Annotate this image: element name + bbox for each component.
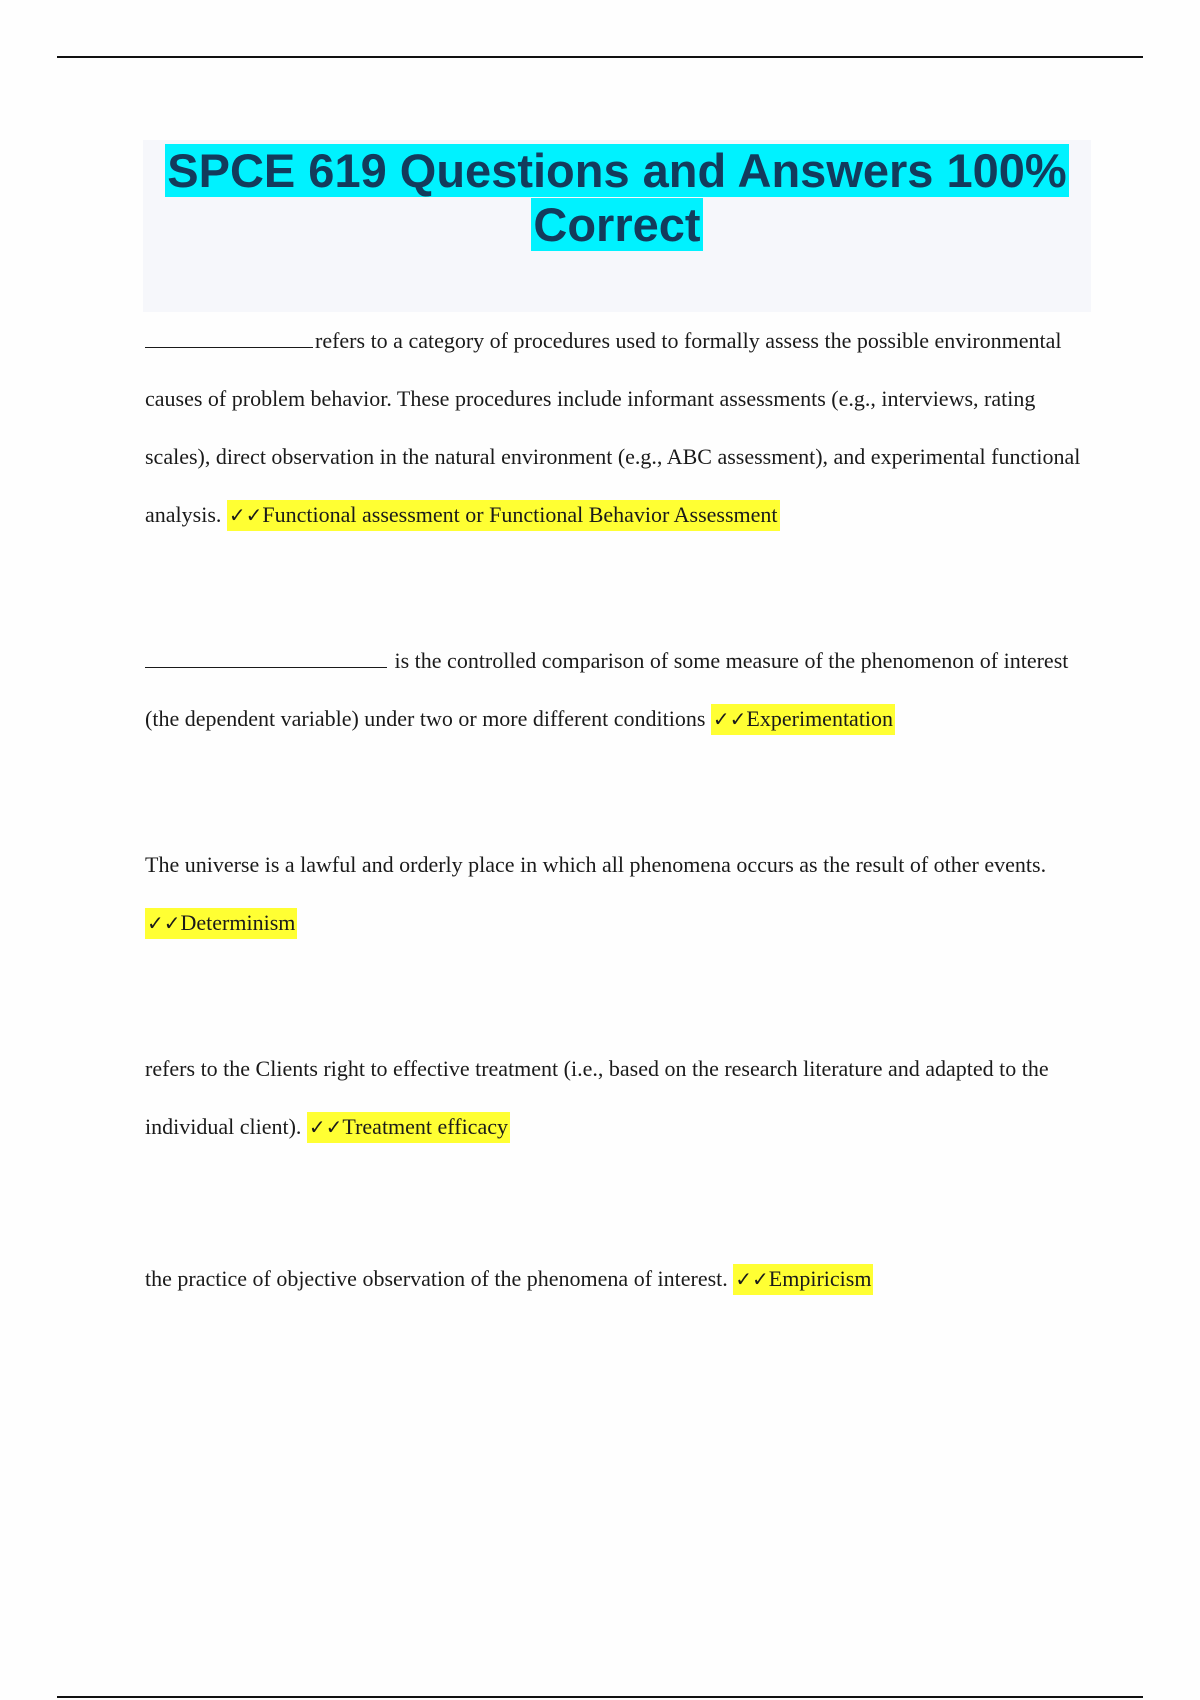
- question-text: refers to the Clients right to effective treatment (i.e., based on the research literature and adapted to the individual client).: [145, 1056, 1049, 1139]
- double-check-icon: ✓✓: [735, 1267, 769, 1291]
- fill-in-blank: [145, 645, 387, 668]
- qa-item: [145, 632, 1085, 748]
- double-check-icon: ✓✓: [308, 1115, 343, 1139]
- answer-text: Determinism: [180, 910, 296, 935]
- answer-highlight: [227, 500, 780, 531]
- answer-text: Experimentation: [746, 706, 894, 731]
- qa-item: [145, 1250, 1085, 1308]
- answer-highlight: [711, 704, 895, 735]
- document-title-text: SPCE 619 Questions and Answers 100% Correct: [167, 144, 1067, 251]
- title-block: [143, 140, 1091, 312]
- fill-in-blank: [145, 325, 313, 348]
- footer-rule: [57, 1696, 1143, 1698]
- header-rule: [57, 56, 1143, 58]
- answer-highlight: [307, 1112, 510, 1143]
- qa-item: [145, 1040, 1085, 1156]
- double-check-icon: ✓✓: [228, 503, 263, 527]
- qa-list: [145, 312, 1085, 1308]
- answer-text: Empiricism: [768, 1266, 872, 1291]
- document-title: [143, 140, 1091, 252]
- question-text: the practice of objective observation of the phenomena of interest.: [145, 1266, 728, 1291]
- qa-item: [145, 312, 1085, 544]
- answer-text: Functional assessment or Functional Behavior Assessment: [262, 502, 778, 527]
- qa-item: [145, 836, 1085, 952]
- question-text: The universe is a lawful and orderly place in which all phenomena occurs as the result of other events.: [145, 852, 1047, 877]
- double-check-icon: ✓✓: [147, 911, 181, 935]
- question-text: is the controlled comparison of some measure of the phenomenon of interest (the dependent variable) under two or more different conditions: [145, 648, 1069, 731]
- double-check-icon: ✓✓: [712, 707, 747, 731]
- answer-text: Treatment efficacy: [342, 1114, 508, 1139]
- question-text: refers to a category of procedures used to formally assess the possible environmental causes of problem behavior. These procedures include informant assessments (e.g., interviews, rating scales), direct observation in the natural environment (e.g., ABC assessment), and experimental functional analysis.: [145, 328, 1081, 527]
- answer-highlight: [145, 908, 297, 939]
- answer-highlight: [733, 1264, 873, 1295]
